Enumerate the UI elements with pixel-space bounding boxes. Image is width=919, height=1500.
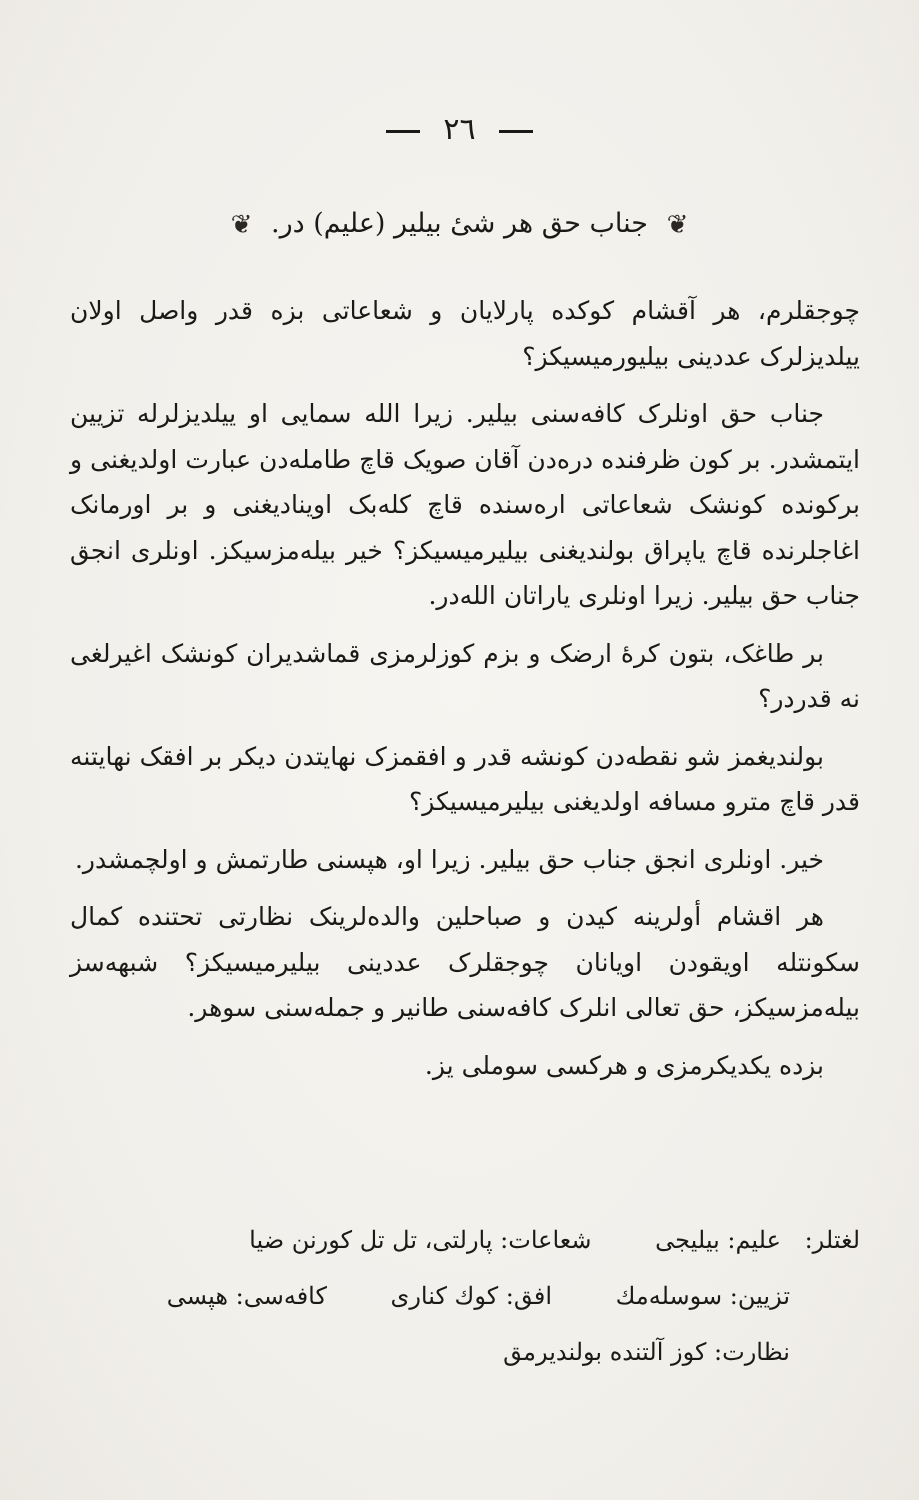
glossary-term: تزیین: سوسله‌مك [615, 1282, 790, 1310]
paragraph-1: چوجقلرم، هر آقشام کوکده پارلایان و شعاعاتی بزه قدر واصل اولان ییلدیزلرک عددینی بیلیورمیسیکز؟ [70, 296, 860, 371]
ornament-left-icon: ❦ [230, 209, 253, 240]
section-heading-text: جناب حق هر شیٔ بیلیر (علیم) در. [271, 208, 648, 239]
page-number-dash-right [499, 130, 533, 133]
page-number-dash-left [386, 130, 420, 133]
glossary-term: شعاعات: پارلتی، تل تل کورنن ضیا [249, 1226, 592, 1254]
glossary-row-2 [70, 1268, 860, 1324]
glossary-row-1 [70, 1212, 860, 1268]
paragraph-5: خیر. اونلری انجق جناب حق بیلیر. زیرا او، هپسنی طارتمش و اولچمشدر. [74, 844, 824, 874]
glossary [70, 1212, 860, 1380]
glossary-term: نظارت: کوز آلتنده بولندیرمق [503, 1338, 790, 1366]
glossary-term: کافه‌سی: هپسی [166, 1282, 327, 1310]
section-heading [0, 200, 919, 249]
glossary-lead: لغتلر: [804, 1226, 860, 1254]
paragraph-3: بر طاغک، بتون کرهٔ ارضک و بزم کوزلرمزی قماشدیران کونشک اغیرلغی نه قدردر؟ [70, 638, 860, 713]
ornament-right-icon: ❦ [666, 209, 689, 240]
page-number-text: ٢٦ [443, 112, 476, 147]
paragraph-6: هر اقشام أولرینه کیدن و صباحلین والده‌لرینک نظارتی تحتنده کمال سکونتله اویقودن اویانان چوجقلرک عددینی بیلیرمیسیکز؟ شبهه‌سز بیله‌مزسیکز، حق تعالی انلرک کافه‌سنی طانیر و جمله‌سنی سوهر. [70, 902, 860, 1022]
glossary-row-3 [70, 1324, 860, 1380]
paragraph-7: بزده یکدیکرمزی و هرکسی سوملی یز. [424, 1050, 824, 1080]
body-text [70, 288, 860, 1100]
page-number [0, 112, 919, 147]
paragraph-2: جناب حق اونلرک کافه‌سنی بیلیر. زیرا الله سمایی او ییلدیزلرله تزیین ایتمشدر. بر کون ظرفنده دره‌دن آقان صویک قاچ طامله‌دن عبارت اولدیغنی و برکونده کونشک شعاعاتی اره‌سنده قاچ کله‌بک اویناديغنی و بر اورمانک اغاجلرنده قاچ یاپراق بولندیغنی بیلیرمیسیکز؟ خیر بیله‌مزسیکز. اونلری انجق جناب حق بیلیر. زیرا اونلری یاراتان الله‌در. [70, 399, 860, 610]
paragraph-4: بولندیغمز شو نقطه‌دن کونشه قدر و افقمزک نهایتدن دیکر بر افقک نهایتنه قدر قاچ مترو مسافه اولدیغنی بیلیرمیسیکز؟ [70, 741, 860, 816]
glossary-term: علیم: بیلیجی [655, 1226, 781, 1254]
glossary-term: افق: کوك کناری [390, 1282, 553, 1310]
